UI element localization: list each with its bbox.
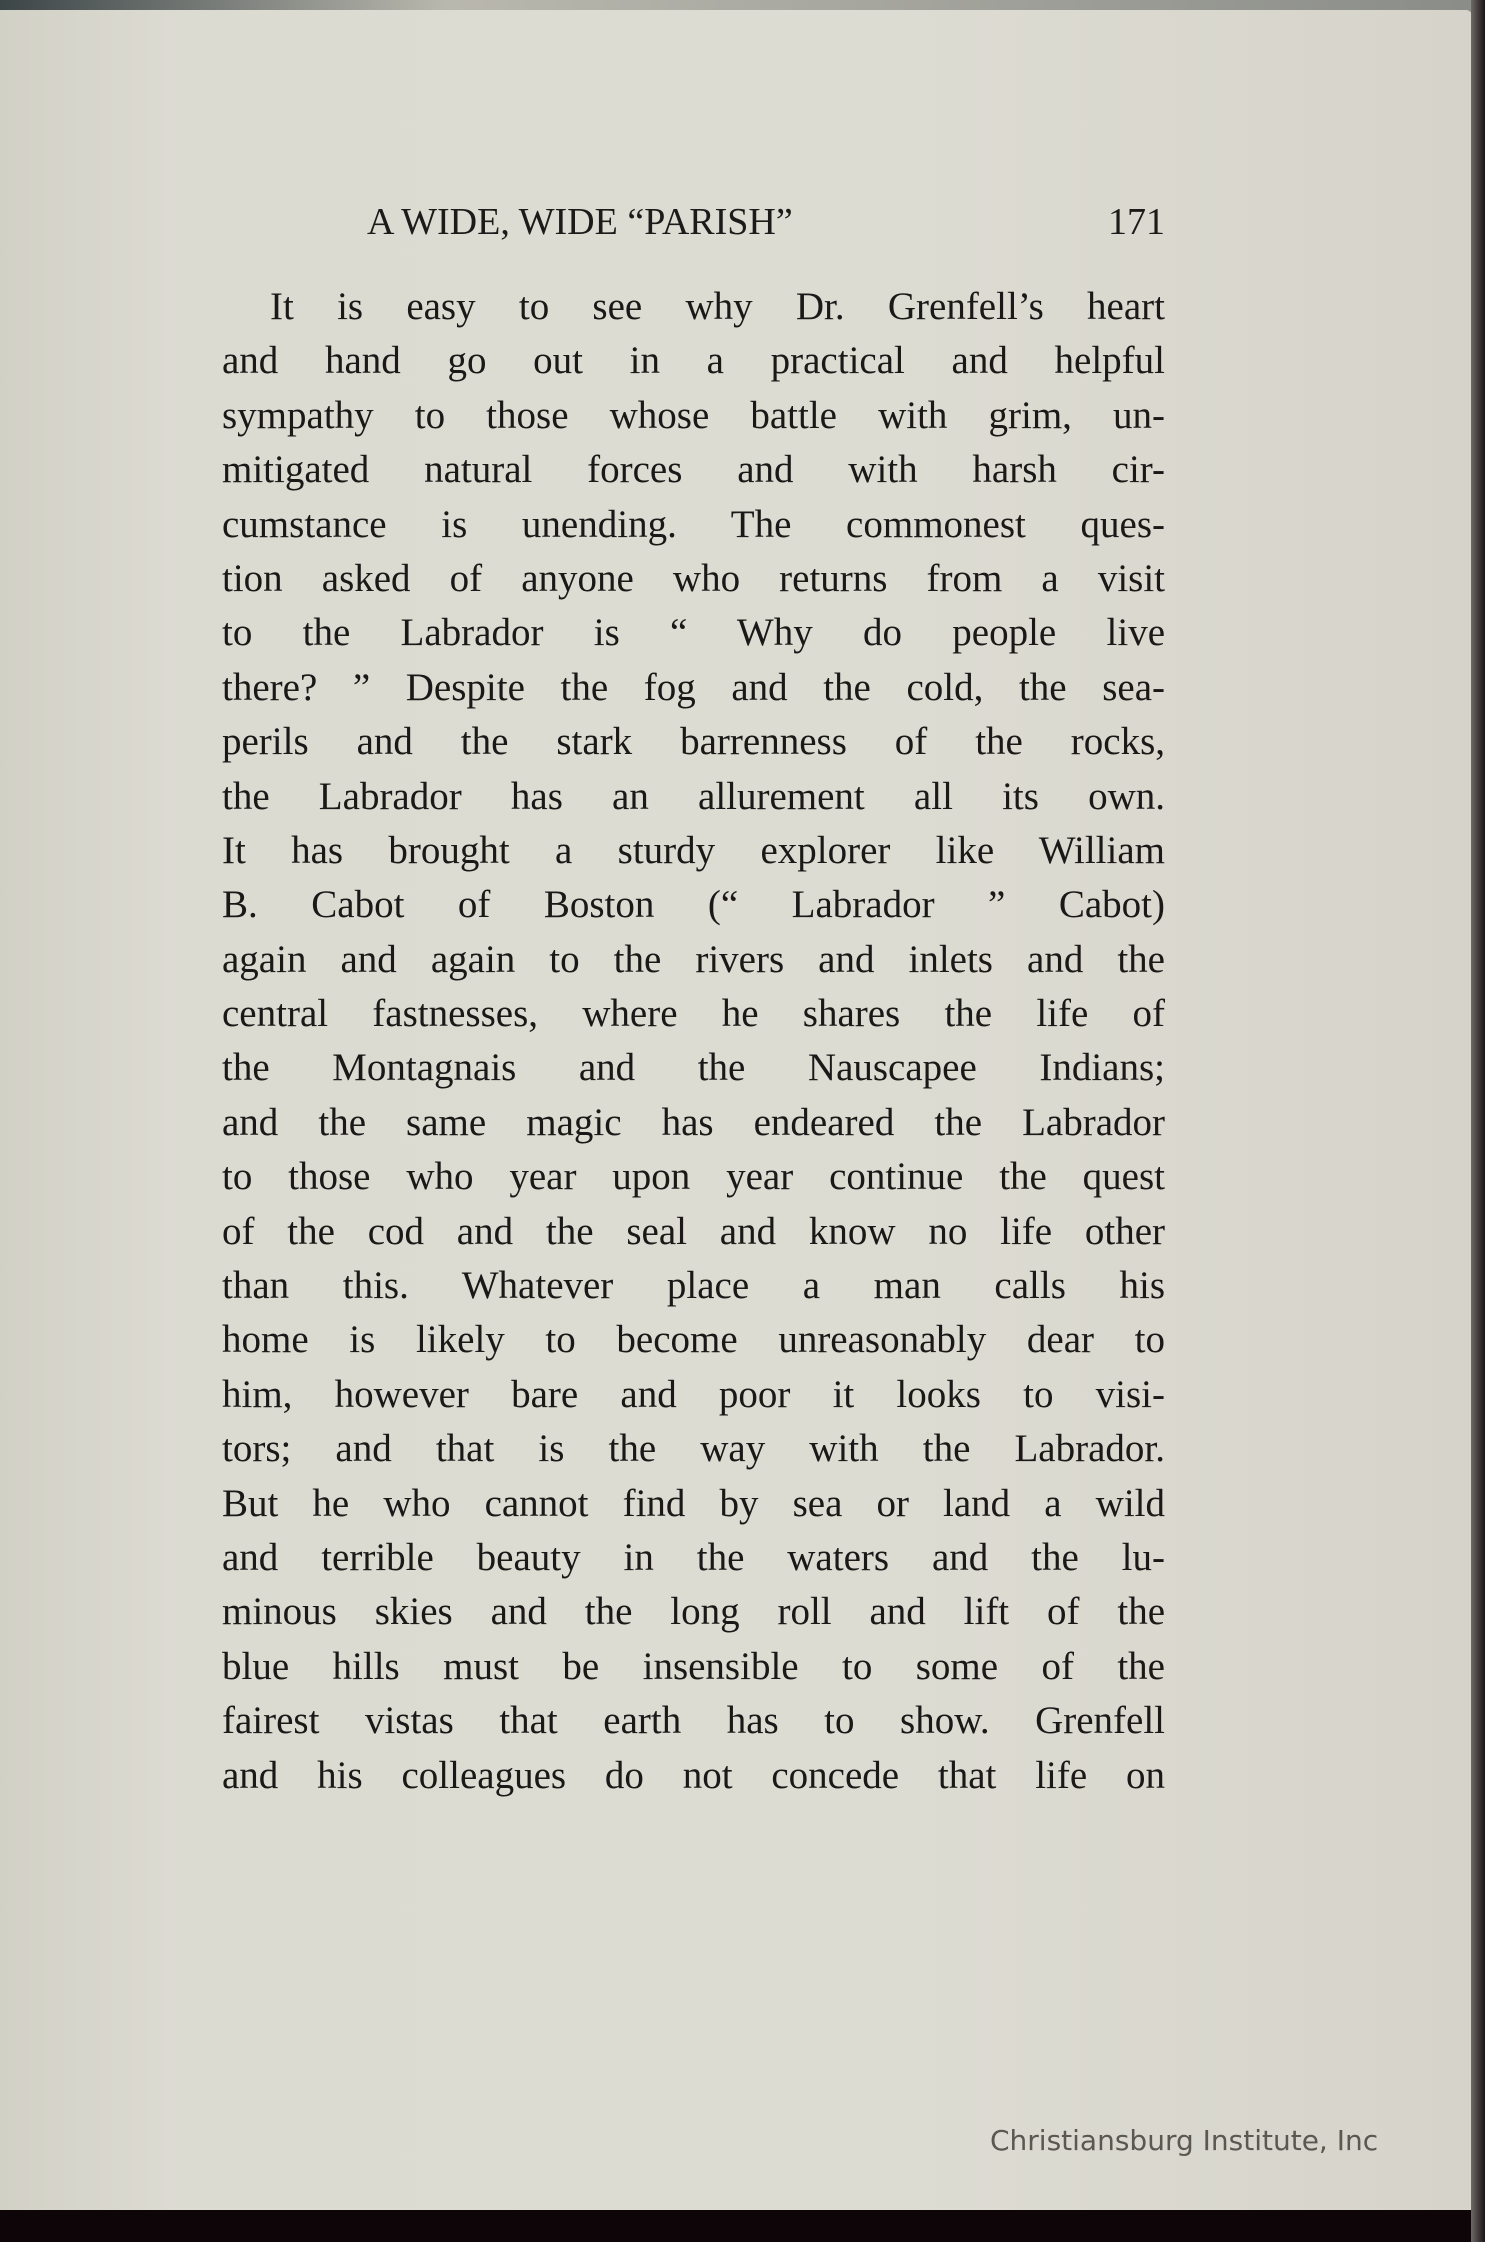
text-line: and hand go out in a practical and helpful <box>222 339 1165 383</box>
text-line: and terrible beauty in the waters and the lu- <box>222 1535 1165 1579</box>
running-header <box>367 200 1165 244</box>
text-line: blue hills must be insensible to some of the <box>222 1644 1165 1688</box>
text-line: cumstance is unending. The commonest ques- <box>222 502 1165 546</box>
watermark: Christiansburg Institute, Inc <box>990 2124 1379 2157</box>
text-line: and the same magic has endeared the Labrador <box>222 1100 1165 1144</box>
text-line: home is likely to become unreasonably dear to <box>222 1318 1165 1362</box>
text-line: tion asked of anyone who returns from a visit <box>222 556 1165 600</box>
book-right-edge <box>1471 0 1485 2242</box>
text-line: It has brought a sturdy explorer like William <box>222 828 1165 872</box>
text-line: It is easy to see why Dr. Grenfell’s heart <box>270 285 1165 328</box>
text-line: mitigated natural forces and with harsh cir- <box>222 448 1165 492</box>
text-line: central fastnesses, where he shares the life of <box>222 992 1165 1036</box>
text-line: tors; and that is the way with the Labrador. <box>222 1427 1165 1471</box>
text-line: to those who year upon year continue the quest <box>222 1155 1165 1199</box>
text-line: But he who cannot find by sea or land a wild <box>222 1481 1165 1525</box>
text-line: of the cod and the seal and know no life other <box>222 1209 1165 1253</box>
text-line: perils and the stark barrenness of the rocks, <box>222 720 1165 764</box>
text-line: fairest vistas that earth has to show. Grenfell <box>222 1699 1165 1743</box>
text-line: sympathy to those whose battle with grim, un- <box>222 393 1165 437</box>
body-text <box>222 280 1165 1803</box>
text-line: the Labrador has an allurement all its own. <box>222 774 1165 818</box>
text-line: again and again to the rivers and inlets and the <box>222 937 1165 981</box>
running-title: A WIDE, WIDE “PARISH” <box>367 201 793 243</box>
text-line: to the Labrador is “ Why do people live <box>222 611 1165 655</box>
text-line: him, however bare and poor it looks to visi- <box>222 1372 1165 1416</box>
text-line: B. Cabot of Boston (“ Labrador ” Cabot) <box>222 883 1165 927</box>
text-line: the Montagnais and the Nauscapee Indians; <box>222 1046 1165 1090</box>
text-line: than this. Whatever place a man calls his <box>222 1264 1165 1308</box>
page-number: 171 <box>1108 201 1165 243</box>
text-line: minous skies and the long roll and lift of the <box>222 1590 1165 1634</box>
text-line: there? ” Despite the fog and the cold, the sea- <box>222 665 1165 709</box>
text-line: and his colleagues do not concede that life on <box>222 1753 1165 1797</box>
